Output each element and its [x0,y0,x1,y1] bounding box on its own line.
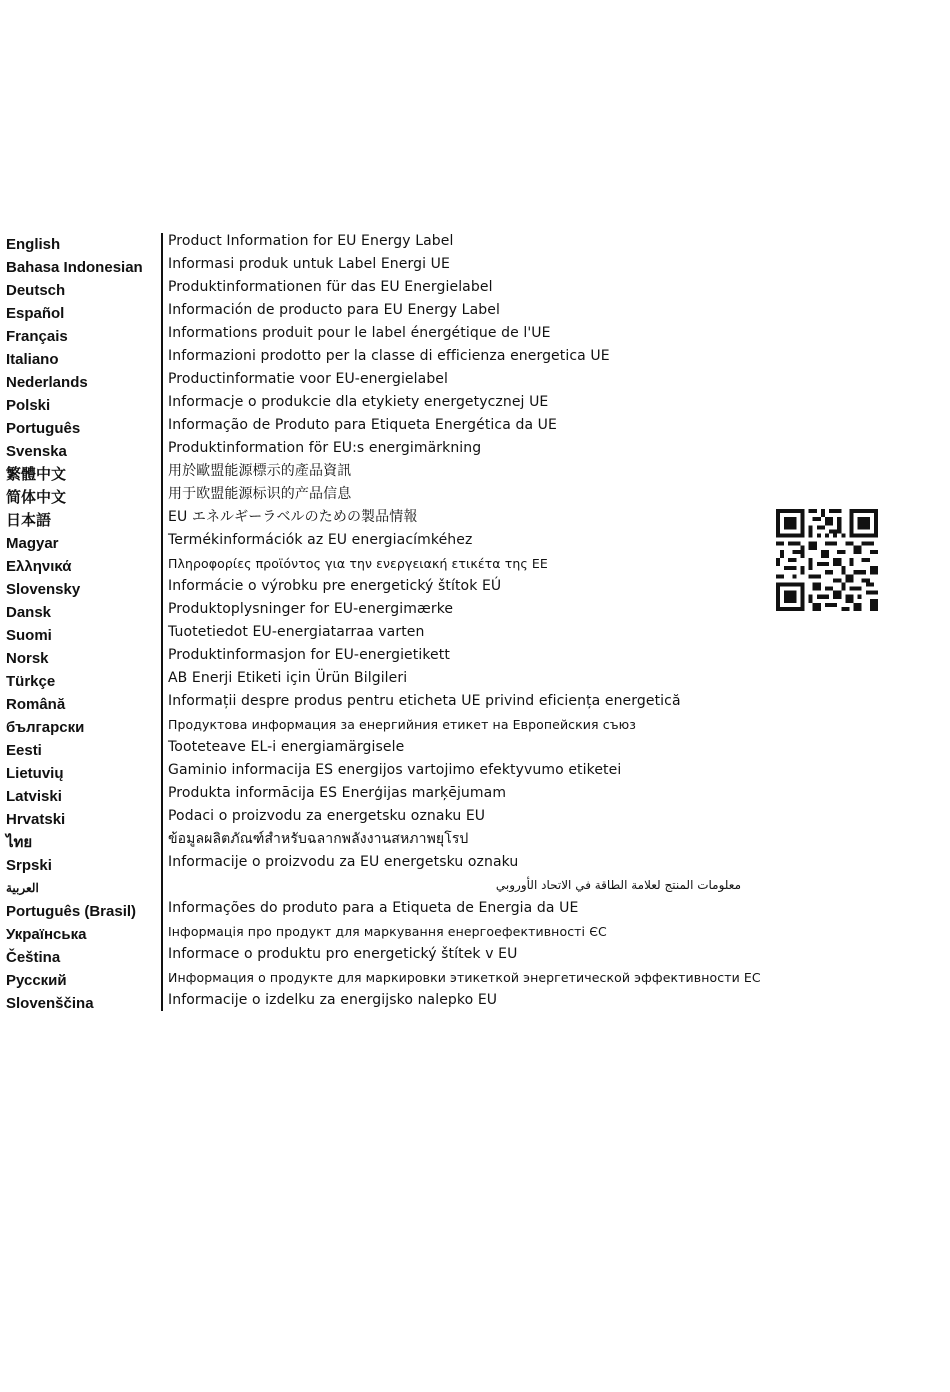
label-text: Informação de Produto para Etiqueta Energética da UE [168,417,557,433]
table-row [0,414,950,437]
label-text: Gaminio informacija ES energijos vartojimo efektyvumo etiketei [168,762,622,778]
language-name: Română [6,696,66,713]
language-name: Slovensky [6,581,81,598]
table-row [0,851,950,874]
label-text: Продуктова информация за енергийния етикет на Европейския съюз [168,717,636,732]
language-name: Slovenščina [6,995,94,1012]
label-text: EU エネルギーラベルのための製品情報 [168,509,418,525]
table-row [0,322,950,345]
language-name: Українська [6,926,87,943]
label-text: معلومات المنتج لعلامة الطاقة في الاتحاد الأوروبي [495,878,741,892]
language-name: العربية [6,881,39,895]
language-name: Français [6,328,68,345]
label-text: Termékinformációk az EU energiacímkéhez [168,532,473,548]
table-row [0,437,950,460]
language-name: Dansk [6,604,52,621]
language-name: Español [6,305,65,322]
language-name: Português [6,420,81,437]
language-name: Srpski [6,857,52,874]
label-text: Produktinformationen für das EU Energielabel [168,279,493,295]
label-text: Informacije o proizvodu za EU energetsku oznaku [168,854,519,870]
table-row [0,874,950,897]
label-text: 用于欧盟能源标识的产品信息 [168,486,352,502]
label-text: Informasi produk untuk Label Energi UE [168,256,450,272]
label-text: AB Enerji Etiketi için Ürün Bilgileri [168,670,408,686]
language-name: Русский [6,972,67,989]
language-name: Deutsch [6,282,66,299]
table-row [0,621,950,644]
label-text: Informacje o produkcie dla etykiety energetycznej UE [168,394,549,410]
label-text: 用於歐盟能源標示的產品資訊 [168,463,352,479]
table-row [0,483,950,506]
label-text: Información de producto para EU Energy Label [168,302,500,318]
label-text: Информация о продукте для маркировки этикеткой энергетической эффективности ЕС [168,970,761,985]
language-name: Türkçe [6,673,56,690]
language-name: Norsk [6,650,49,667]
label-text: Produkta informācija ES Enerģijas marķējumam [168,785,507,801]
label-text: Productinformatie voor EU-energielabel [168,371,449,387]
table-row [0,368,950,391]
table-row [0,276,950,299]
label-text: Product Information for EU Energy Label [168,233,454,249]
label-text: Informazioni prodotto per la classe di efficienza energetica UE [168,348,610,364]
table-row [0,644,950,667]
label-text: Tuotetiedot EU-energiatarraa varten [168,624,425,640]
table-row [0,828,950,851]
label-text: Produktinformation för EU:s energimärkning [168,440,482,456]
language-name: български [6,719,85,736]
language-name: 繁體中文 [6,466,67,483]
language-name: Bahasa Indonesian [6,259,143,276]
language-name: Eesti [6,742,42,759]
label-text: Πληροφορίες προϊόντος για την ενεργειακή ετικέτα της ΕΕ [168,556,548,571]
label-text: Produktoplysninger for EU-energimærke [168,601,454,617]
language-name: 简体中文 [6,489,67,506]
language-name: Lietuvių [6,765,64,782]
language-name: Nederlands [6,374,88,391]
language-name: Suomi [6,627,52,644]
label-text: Informacije o izdelku za energijsko nalepko EU [168,992,498,1008]
label-text: Інформація про продукт для маркування енергоефективності ЄС [168,924,607,939]
qr-code-icon [776,509,878,611]
language-name: English [6,236,61,253]
label-text: Tooteteave EL-i energiamärgisele [168,739,405,755]
table-row [0,989,950,1012]
label-text: Informații despre produs pentru eticheta UE privind eficiența energetică [168,693,681,709]
language-name: ไทย [6,834,33,851]
language-name: Čeština [6,949,61,966]
language-name: Italiano [6,351,59,368]
table-row [0,736,950,759]
table-row [0,805,950,828]
table-row [0,253,950,276]
label-text: Informations produit pour le label énergétique de l'UE [168,325,551,341]
table-row [0,391,950,414]
table-row [0,667,950,690]
label-text: Produktinformasjon for EU-energietikett [168,647,450,663]
label-text: Informace o produktu pro energetický štítek v EU [168,946,518,962]
table-row [0,759,950,782]
language-table [0,230,950,1012]
label-text: Podaci o proizvodu za energetsku oznaku EU [168,808,486,824]
table-row [0,897,950,920]
language-name: Português (Brasil) [6,903,137,920]
table-row [0,966,950,989]
language-name: Latviski [6,788,62,805]
language-name: 日本語 [6,512,52,529]
table-row [0,713,950,736]
label-text: Informácie o výrobku pre energetický štítok EÚ [168,578,502,594]
table-row [0,460,950,483]
language-name: Svenska [6,443,67,460]
table-row [0,230,950,253]
label-text: ข้อมูลผลิตภัณฑ์สำหรับฉลากพลังงานสหภาพยุโรป [168,831,469,847]
label-text: Informações do produto para a Etiqueta de Energia da UE [168,900,579,916]
language-name: Ελληνικά [6,558,72,575]
table-row [0,299,950,322]
language-name: Polski [6,397,51,414]
language-name: Magyar [6,535,59,552]
table-row [0,345,950,368]
table-row [0,782,950,805]
table-row [0,943,950,966]
table-row [0,690,950,713]
table-row [0,920,950,943]
language-name: Hrvatski [6,811,66,828]
